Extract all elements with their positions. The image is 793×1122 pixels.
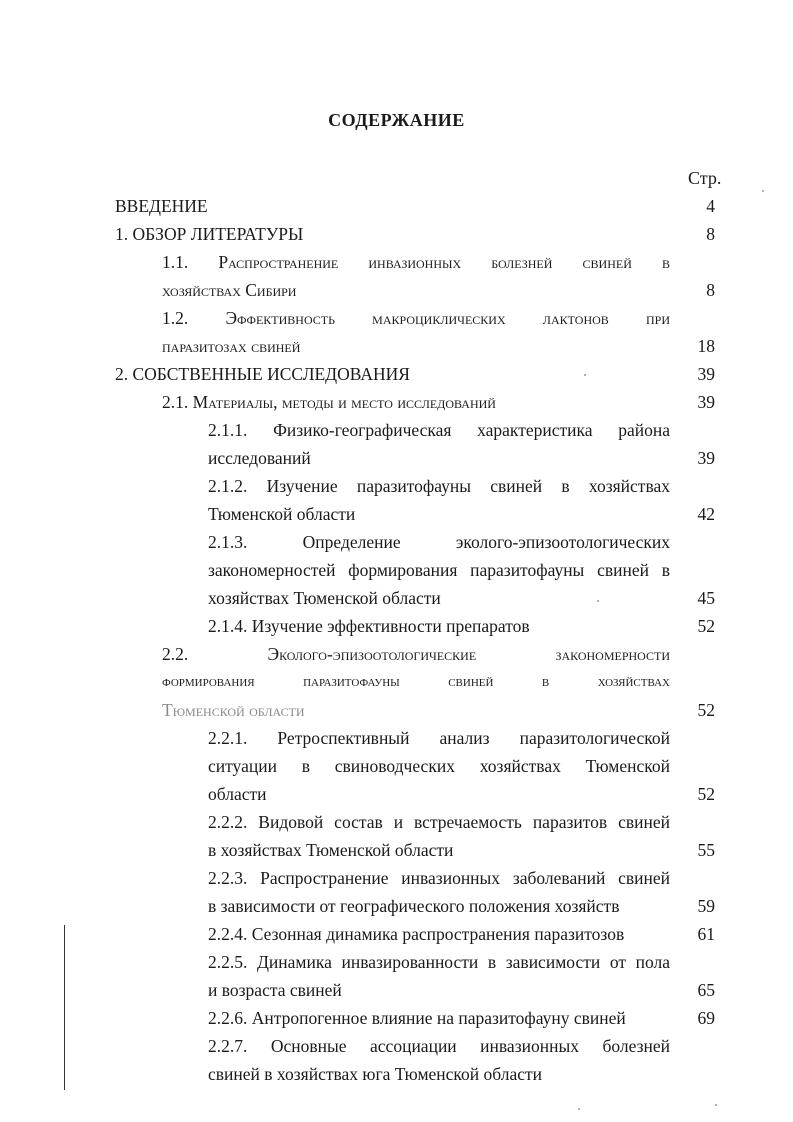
toc-entry-2-1-2[interactable]	[208, 472, 715, 528]
toc-entry-text: 2.2.3. Распространение инвазионных заболеваний свиней	[208, 868, 670, 888]
toc-entry-2-2-1[interactable]	[208, 724, 715, 808]
toc-entry-text: хозяйствах Сибири	[162, 280, 297, 300]
toc-entry-text: и возраста свиней	[208, 980, 342, 1000]
toc-entry-page: 8	[706, 224, 715, 244]
toc-entry-text: 2.2.5. Динамика инвазированности в зависимости от пола	[208, 952, 670, 972]
toc-entry-page: 42	[697, 504, 715, 524]
toc-entry-2-1-3[interactable]	[208, 528, 715, 612]
toc-entry-text: 2.1.1. Физико-географическая характеристика района	[208, 420, 670, 440]
toc-entry-text: 2.2.1. Ретроспективный анализ паразитологической	[208, 728, 670, 748]
toc-entry-page: 39	[697, 364, 715, 384]
toc-entry-2-2-4[interactable]	[208, 920, 715, 948]
toc-entry-text: Тюменской области	[162, 700, 305, 720]
scan-speck	[762, 190, 764, 192]
toc-entry-page: 65	[697, 980, 715, 1000]
toc-entry-page: 55	[697, 840, 715, 860]
toc-entry-intro[interactable]	[115, 192, 715, 220]
toc-entry-text: 2.2.6. Антропогенное влияние на паразитофауну свиней	[208, 1008, 626, 1028]
toc-entry-text: Тюменской области	[208, 504, 356, 524]
toc-entry-2-2-6[interactable]	[208, 1004, 715, 1032]
toc-entry-page: 8	[706, 280, 715, 300]
toc-entry-2-1-1[interactable]	[208, 416, 715, 472]
toc-entry-text: 2.2.7. Основные ассоциации инвазионных болезней	[208, 1036, 670, 1056]
toc-entry-text: 2.2.4. Сезонная динамика распространения паразитозов	[208, 924, 625, 944]
page-column-label: Стр.	[688, 168, 722, 188]
scan-speck	[597, 600, 599, 602]
toc-entry-text: исследований	[208, 448, 311, 468]
toc-entry-2-2-3[interactable]	[208, 864, 715, 920]
toc-entry-text: ВВЕДЕНИЕ	[115, 196, 208, 216]
toc-entry-page: 52	[697, 616, 715, 636]
toc-entry-text: свиней в хозяйствах юга Тюменской области	[208, 1064, 543, 1084]
toc-entry-text: 2. СОБСТВЕННЫЕ ИССЛЕДОВАНИЯ	[115, 364, 410, 384]
toc-entry-text: 2.1.4. Изучение эффективности препаратов	[208, 616, 530, 636]
toc-entry-1-2[interactable]	[162, 304, 715, 360]
toc-entry-2-1[interactable]	[162, 388, 715, 416]
toc-entry-page: 61	[697, 924, 715, 944]
toc-entry-2-2-7[interactable]	[208, 1032, 715, 1088]
toc-entry-text: 2.2.2. Видовой состав и встречаемость паразитов свиней	[208, 812, 670, 832]
toc-entry-text: в хозяйствах Тюменской области	[208, 840, 454, 860]
toc-entry-page: 45	[697, 588, 715, 608]
toc-entry-2-2-2[interactable]	[208, 808, 715, 864]
toc-entry-2-1-4[interactable]	[208, 612, 715, 640]
toc-entry-text: в зависимости от географического положения хозяйств	[208, 896, 620, 916]
toc-entry-text: 2.1. Материалы, методы и место исследований	[162, 392, 496, 412]
toc-entry-text: хозяйствах Тюменской области	[208, 588, 441, 608]
toc-entry-text: паразитозах свиней	[162, 336, 301, 356]
toc-entry-1[interactable]	[115, 220, 715, 248]
toc-entry-text: 1. ОБЗОР ЛИТЕРАТУРЫ	[115, 224, 304, 244]
toc-entry-text: области	[208, 784, 267, 804]
toc-entry-2-2[interactable]	[162, 640, 715, 724]
toc-entry-page: 4	[706, 196, 715, 216]
scan-speck	[584, 374, 586, 376]
toc-entry-page: 69	[697, 1008, 715, 1028]
toc-entry-2[interactable]	[115, 360, 715, 388]
toc-entry-2-2-5[interactable]	[208, 948, 715, 1004]
toc-entry-text: закономерностей формирования паразитофауны свиней в	[208, 560, 670, 580]
toc-entry-page: 52	[697, 700, 715, 720]
toc-entry-text: формирования паразитофауны свиней в хозяйствах	[162, 674, 670, 690]
scan-speck	[578, 1108, 580, 1110]
toc-entry-text: 2.2. Эколого-эпизоотологические закономерности	[162, 644, 670, 664]
toc-entry-page: 18	[697, 336, 715, 356]
toc-entry-text: 2.1.3. Определение эколого-эпизоотологических	[208, 532, 670, 552]
toc-entry-text: ситуации в свиноводческих хозяйствах Тюменской	[208, 756, 670, 776]
toc-entry-text: 2.1.2. Изучение паразитофауны свиней в хозяйствах	[208, 476, 670, 496]
scan-speck	[715, 1104, 717, 1106]
scan-margin-line	[64, 925, 65, 1090]
toc-entry-text: 1.2. Эффективность макроциклических лактонов при	[162, 308, 670, 328]
toc-entry-page: 52	[697, 784, 715, 804]
toc-entry-page: 59	[697, 896, 715, 916]
toc-entry-page: 39	[697, 392, 715, 412]
page-title: СОДЕРЖАНИЕ	[328, 110, 465, 130]
toc-entry-text: 1.1. Распространение инвазионных болезней свиней в	[162, 252, 670, 272]
toc-entry-page: 39	[697, 448, 715, 468]
toc-entry-1-1[interactable]	[162, 248, 715, 304]
